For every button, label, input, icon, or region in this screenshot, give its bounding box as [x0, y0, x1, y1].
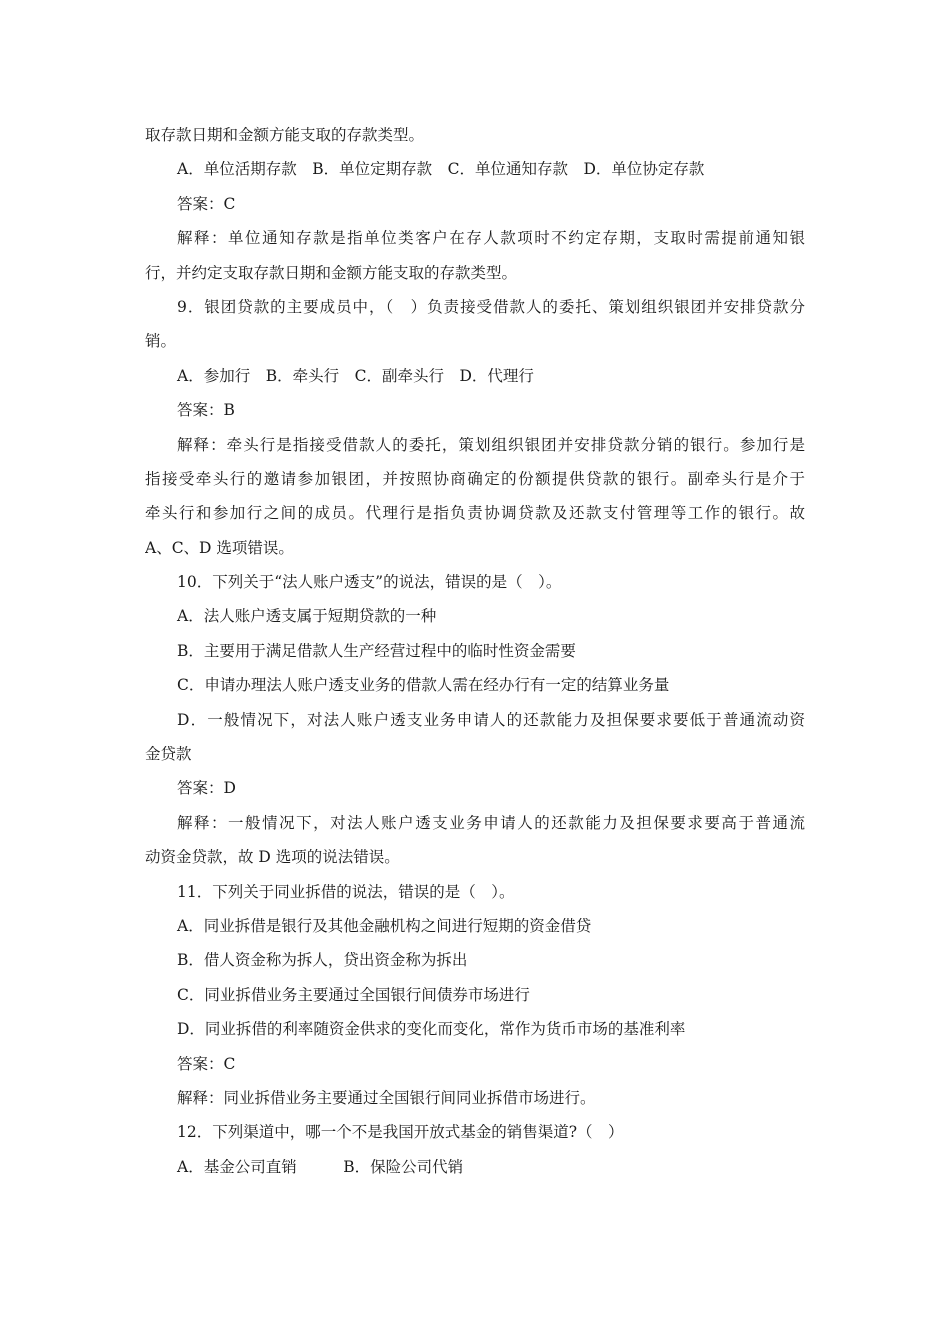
text-line: 销。: [145, 332, 177, 351]
text-line: 答案：C: [177, 194, 236, 213]
text-line: 答案：D: [177, 779, 236, 798]
text-line: A．基金公司直销 B．保险公司代销: [177, 1157, 464, 1176]
text-line: 解释：同业拆借业务主要通过全国银行间同业拆借市场进行。: [177, 1088, 596, 1107]
text-line: A．法人账户透支属于短期贷款的一种: [177, 607, 437, 626]
text-line: B．主要用于满足借款人生产经营过程中的临时性资金需要: [177, 641, 576, 660]
text-line: A．参加行 B．牵头行 C．副牵头行 D．代理行: [177, 366, 534, 385]
document-body: [145, 118, 805, 1184]
text-line: C．申请办理法人账户透支业务的借款人需在经办行有一定的结算业务量: [177, 676, 670, 695]
text-line: 行，并约定支取存款日期和金额方能支取的存款类型。: [145, 263, 518, 282]
text-line: 取存款日期和金额方能支取的存款类型。: [145, 126, 425, 144]
text-line: A．同业拆借是银行及其他金融机构之间进行短期的资金借贷: [177, 916, 592, 935]
text-line: 解释：单位通知存款是指单位类客户在存人款项时不约定存期，支取时需提前通知银: [177, 229, 805, 248]
text-line: 动资金贷款，故 D 选项的说法错误。: [145, 848, 400, 867]
text-line: 解释：一般情况下，对法人账户透支业务申请人的还款能力及担保要求要高于普通流: [177, 813, 805, 832]
text-line: A．单位活期存款 B．单位定期存款 C．单位通知存款 D．单位协定存款: [177, 160, 705, 179]
text-line: 10．下列关于“法人账户透支”的说法，错误的是（ ）。: [177, 573, 562, 592]
text-line: C．同业拆借业务主要通过全国银行间债券市场进行: [177, 985, 530, 1004]
text-line: 金贷款: [145, 745, 192, 764]
text-line: 指接受牵头行的邀请参加银团，并按照协商确定的份额提供贷款的银行。副牵头行是介于: [145, 469, 805, 488]
text-line: 答案：B: [177, 401, 235, 420]
text-line: A、C、D 选项错误。: [145, 538, 294, 557]
text-line: D．同业拆借的利率随资金供求的变化而变化，常作为货币市场的基准利率: [177, 1020, 686, 1039]
text-line: 11．下列关于同业拆借的说法，错误的是（ ）。: [177, 882, 515, 901]
text-line: D．一般情况下，对法人账户透支业务申请人的还款能力及担保要求要低于普通流动资: [177, 710, 805, 729]
text-line: B．借人资金称为拆人，贷出资金称为拆出: [177, 951, 468, 970]
text-line: 解释：牵头行是指接受借款人的委托，策划组织银团并安排贷款分销的银行。参加行是: [177, 435, 805, 454]
text-line: 9．银团贷款的主要成员中，（ ）负责接受借款人的委托、策划组织银团并安排贷款分: [177, 297, 805, 316]
text-line: 答案：C: [177, 1054, 236, 1073]
text-line: 牵头行和参加行之间的成员。代理行是指负责协调贷款及还款支付管理等工作的银行。故: [145, 504, 805, 523]
text-line: 12．下列渠道中，哪一个不是我国开放式基金的销售渠道?（ ）: [177, 1123, 624, 1142]
